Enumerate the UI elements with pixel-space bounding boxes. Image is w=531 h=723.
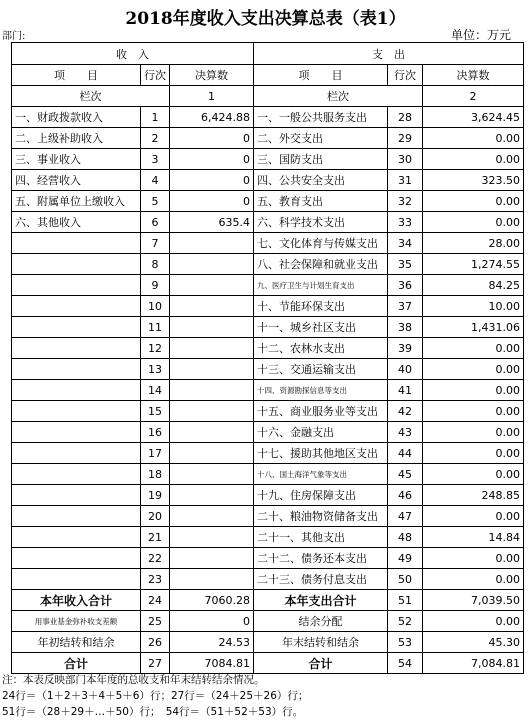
income-row-no: 6 xyxy=(141,212,170,233)
expense-row-no: 43 xyxy=(388,422,423,443)
income-amount xyxy=(170,422,254,443)
expense-item-name: 二十一、其他支出 xyxy=(254,527,388,548)
expense-item-name: 四、公共安全支出 xyxy=(254,170,388,191)
income-item-name xyxy=(12,548,141,569)
income-item-name: 二、上级补助收入 xyxy=(12,128,141,149)
income-row-no: 10 xyxy=(141,296,170,317)
unit-label: 单位：万元 xyxy=(450,28,511,42)
expense-item-name: 十九、住房保障支出 xyxy=(254,485,388,506)
expense-row-no: 33 xyxy=(388,212,423,233)
expense-amount: 0.00 xyxy=(423,380,524,401)
income-amount xyxy=(170,275,254,296)
income-row-no: 14 xyxy=(141,380,170,401)
expense-amount: 0.00 xyxy=(423,212,524,233)
expense-row-no: 51 xyxy=(388,590,423,611)
income-amount xyxy=(170,338,254,359)
income-item-name xyxy=(12,485,141,506)
expense-row-no: 49 xyxy=(388,548,423,569)
expense-amount: 7,039.50 xyxy=(423,590,524,611)
expense-row-no: 37 xyxy=(388,296,423,317)
income-row-no: 9 xyxy=(141,275,170,296)
income-item-name: 用事业基金弥补收支差额 xyxy=(12,611,141,632)
income-item-name: 一、财政拨款收入 xyxy=(12,107,141,128)
income-amount xyxy=(170,233,254,254)
table-row xyxy=(12,107,524,128)
expense-amount: 0.00 xyxy=(423,149,524,170)
income-item-name: 四、经营收入 xyxy=(12,170,141,191)
expense-item-name: 八、社会保障和就业支出 xyxy=(254,254,388,275)
income-item-name: 五、附属单位上缴收入 xyxy=(12,191,141,212)
expense-item-name: 十五、商业服务业等支出 xyxy=(254,401,388,422)
income-column-no: 1 xyxy=(170,86,254,107)
expense-row-no: 53 xyxy=(388,632,423,653)
income-amount xyxy=(170,380,254,401)
column-header-row xyxy=(12,65,524,86)
income-row-no: 21 xyxy=(141,527,170,548)
income-row-no: 25 xyxy=(141,611,170,632)
income-amount: 0 xyxy=(170,611,254,632)
income-amount xyxy=(170,317,254,338)
expense-amount: 0.00 xyxy=(423,611,524,632)
expense-amount: 3,624.45 xyxy=(423,107,524,128)
table-row xyxy=(12,191,524,212)
table-row xyxy=(12,212,524,233)
expense-amount: 14.84 xyxy=(423,527,524,548)
income-row-no: 3 xyxy=(141,149,170,170)
department-label: 部门: xyxy=(2,31,26,42)
expense-amount: 0.00 xyxy=(423,506,524,527)
income-amount: 0 xyxy=(170,149,254,170)
income-row-no: 23 xyxy=(141,569,170,590)
table-body xyxy=(12,43,524,674)
table-row xyxy=(12,380,524,401)
expense-amount: 10.00 xyxy=(423,296,524,317)
income-item-name xyxy=(12,569,141,590)
table-row xyxy=(12,443,524,464)
summary-table xyxy=(11,42,524,674)
note-line: 24行＝（1＋2＋3＋4＋5＋6）行；27行＝（24＋25＋26）行； xyxy=(2,690,309,702)
income-row-no: 27 xyxy=(141,653,170,674)
expense-amount: 84.25 xyxy=(423,275,524,296)
expense-row-no: 41 xyxy=(388,380,423,401)
income-row-no: 17 xyxy=(141,443,170,464)
expense-item-name: 十八、国土海洋气象等支出 xyxy=(254,464,388,485)
income-item-name xyxy=(12,506,141,527)
expense-row-no: 42 xyxy=(388,401,423,422)
expense-amount: 0.00 xyxy=(423,338,524,359)
expense-amount: 45.30 xyxy=(423,632,524,653)
income-amount xyxy=(170,569,254,590)
expense-row-no: 52 xyxy=(388,611,423,632)
income-item-name: 六、其他收入 xyxy=(12,212,141,233)
income-amount: 0 xyxy=(170,191,254,212)
income-amount xyxy=(170,548,254,569)
expense-amount: 323.50 xyxy=(423,170,524,191)
table-row xyxy=(12,233,524,254)
income-amount xyxy=(170,464,254,485)
table-row xyxy=(12,464,524,485)
income-amount: 0 xyxy=(170,170,254,191)
table-row xyxy=(12,170,524,191)
income-amount xyxy=(170,506,254,527)
table-row xyxy=(12,506,524,527)
expense-item-name: 合计 xyxy=(254,653,388,674)
table-row xyxy=(12,149,524,170)
expense-row-no: 46 xyxy=(388,485,423,506)
expense-amount-header: 决算数 xyxy=(423,65,524,86)
income-row-no: 24 xyxy=(141,590,170,611)
table-row xyxy=(12,275,524,296)
expense-item-header: 项 目 xyxy=(254,65,388,86)
table-row xyxy=(12,359,524,380)
expense-row-no: 40 xyxy=(388,359,423,380)
income-column-no-label: 栏次 xyxy=(12,86,170,107)
report-title: 2018年度收入支出决算总表（表1） xyxy=(125,9,406,29)
expense-amount: 248.85 xyxy=(423,485,524,506)
expense-item-name: 本年支出合计 xyxy=(254,590,388,611)
expense-section-header: 支 出 xyxy=(254,43,524,65)
income-row-no: 22 xyxy=(141,548,170,569)
expense-row-no: 39 xyxy=(388,338,423,359)
income-item-name xyxy=(12,338,141,359)
income-section-header: 收 入 xyxy=(12,43,254,65)
income-row-no: 16 xyxy=(141,422,170,443)
total-row xyxy=(12,590,524,611)
expense-item-name: 六、科学技术支出 xyxy=(254,212,388,233)
expense-item-name: 二十二、债务还本支出 xyxy=(254,548,388,569)
income-amount: 0 xyxy=(170,128,254,149)
income-amount: 7060.28 xyxy=(170,590,254,611)
income-item-name xyxy=(12,422,141,443)
expense-row-no: 48 xyxy=(388,527,423,548)
table-row xyxy=(12,317,524,338)
expense-row-no: 54 xyxy=(388,653,423,674)
expense-row-no: 30 xyxy=(388,149,423,170)
expense-row-no: 45 xyxy=(388,464,423,485)
income-item-name xyxy=(12,275,141,296)
income-row-no: 18 xyxy=(141,464,170,485)
expense-amount: 1,274.55 xyxy=(423,254,524,275)
expense-item-name: 二十三、债务付息支出 xyxy=(254,569,388,590)
income-amount-header: 决算数 xyxy=(170,65,254,86)
income-item-name xyxy=(12,317,141,338)
expense-row-no: 31 xyxy=(388,170,423,191)
expense-amount: 0.00 xyxy=(423,464,524,485)
expense-amount: 0.00 xyxy=(423,569,524,590)
expense-item-name: 十七、援助其他地区支出 xyxy=(254,443,388,464)
income-amount xyxy=(170,359,254,380)
expense-row-no: 38 xyxy=(388,317,423,338)
income-item-name: 三、事业收入 xyxy=(12,149,141,170)
income-amount xyxy=(170,296,254,317)
expense-row-no-header: 行次 xyxy=(388,65,423,86)
expense-item-name: 年末结转和结余 xyxy=(254,632,388,653)
expense-item-name: 十四、资源勘探信息等支出 xyxy=(254,380,388,401)
notes xyxy=(2,672,308,720)
income-item-name xyxy=(12,233,141,254)
expense-row-no: 44 xyxy=(388,443,423,464)
expense-item-name: 二、外交支出 xyxy=(254,128,388,149)
expense-column-no-label: 栏次 xyxy=(254,86,423,107)
income-row-no: 5 xyxy=(141,191,170,212)
income-item-name xyxy=(12,296,141,317)
income-item-name: 合计 xyxy=(12,653,141,674)
expense-item-name: 五、教育支出 xyxy=(254,191,388,212)
table-row xyxy=(12,485,524,506)
income-amount xyxy=(170,254,254,275)
expense-item-name: 十二、农林水支出 xyxy=(254,338,388,359)
expense-row-no: 36 xyxy=(388,275,423,296)
income-item-name xyxy=(12,464,141,485)
income-item-name: 年初结转和结余 xyxy=(12,632,141,653)
income-item-name xyxy=(12,527,141,548)
income-amount xyxy=(170,443,254,464)
income-item-name xyxy=(12,380,141,401)
total-row xyxy=(12,611,524,632)
column-number-row xyxy=(12,86,524,107)
income-row-no: 4 xyxy=(141,170,170,191)
table-row xyxy=(12,422,524,443)
income-row-no-header: 行次 xyxy=(141,65,170,86)
note-line: 51行＝（28＋29＋…＋50）行； 54行＝（51＋52＋53）行。 xyxy=(2,706,304,718)
expense-row-no: 35 xyxy=(388,254,423,275)
note-line: 注：本表反映部门本年度的总收支和年末结转结余情况。 xyxy=(2,674,265,686)
expense-item-name: 二十、粮油物资储备支出 xyxy=(254,506,388,527)
income-row-no: 13 xyxy=(141,359,170,380)
income-amount xyxy=(170,527,254,548)
expense-item-name: 十一、城乡社区支出 xyxy=(254,317,388,338)
expense-item-name: 结余分配 xyxy=(254,611,388,632)
expense-amount: 0.00 xyxy=(423,359,524,380)
expense-amount: 7,084.81 xyxy=(423,653,524,674)
expense-amount: 0.00 xyxy=(423,128,524,149)
income-row-no: 15 xyxy=(141,401,170,422)
table-row xyxy=(12,128,524,149)
expense-item-name: 七、文化体育与传媒支出 xyxy=(254,233,388,254)
expense-item-name: 十六、金融支出 xyxy=(254,422,388,443)
expense-amount: 28.00 xyxy=(423,233,524,254)
income-item-header: 项 目 xyxy=(12,65,141,86)
expense-amount: 0.00 xyxy=(423,548,524,569)
expense-amount: 0.00 xyxy=(423,443,524,464)
expense-amount: 0.00 xyxy=(423,401,524,422)
income-row-no: 8 xyxy=(141,254,170,275)
expense-item-name: 十三、交通运输支出 xyxy=(254,359,388,380)
expense-item-name: 一、一般公共服务支出 xyxy=(254,107,388,128)
expense-row-no: 50 xyxy=(388,569,423,590)
table-row xyxy=(12,548,524,569)
expense-amount: 0.00 xyxy=(423,422,524,443)
income-amount: 24.53 xyxy=(170,632,254,653)
table-row xyxy=(12,527,524,548)
table-row xyxy=(12,569,524,590)
income-row-no: 19 xyxy=(141,485,170,506)
expense-item-name: 十、节能环保支出 xyxy=(254,296,388,317)
income-item-name: 本年收入合计 xyxy=(12,590,141,611)
income-item-name xyxy=(12,401,141,422)
expense-row-no: 28 xyxy=(388,107,423,128)
expense-amount: 0.00 xyxy=(423,191,524,212)
income-row-no: 1 xyxy=(141,107,170,128)
total-row xyxy=(12,632,524,653)
income-row-no: 11 xyxy=(141,317,170,338)
income-amount: 635.4 xyxy=(170,212,254,233)
expense-item-name: 三、国防支出 xyxy=(254,149,388,170)
income-row-no: 26 xyxy=(141,632,170,653)
section-header-row xyxy=(12,43,524,65)
table-row xyxy=(12,338,524,359)
income-row-no: 12 xyxy=(141,338,170,359)
income-row-no: 7 xyxy=(141,233,170,254)
income-item-name xyxy=(12,254,141,275)
total-row xyxy=(12,653,524,674)
income-amount xyxy=(170,401,254,422)
income-amount: 6,424.88 xyxy=(170,107,254,128)
income-amount: 7084.81 xyxy=(170,653,254,674)
income-item-name xyxy=(12,443,141,464)
expense-item-name: 九、医疗卫生与计划生育支出 xyxy=(254,275,388,296)
expense-row-no: 34 xyxy=(388,233,423,254)
income-amount xyxy=(170,485,254,506)
income-row-no: 2 xyxy=(141,128,170,149)
table-row xyxy=(12,254,524,275)
expense-amount: 1,431.06 xyxy=(423,317,524,338)
table-row xyxy=(12,296,524,317)
expense-row-no: 47 xyxy=(388,506,423,527)
expense-column-no: 2 xyxy=(423,86,524,107)
income-item-name xyxy=(12,359,141,380)
expense-row-no: 32 xyxy=(388,191,423,212)
expense-row-no: 29 xyxy=(388,128,423,149)
income-row-no: 20 xyxy=(141,506,170,527)
table-row xyxy=(12,401,524,422)
